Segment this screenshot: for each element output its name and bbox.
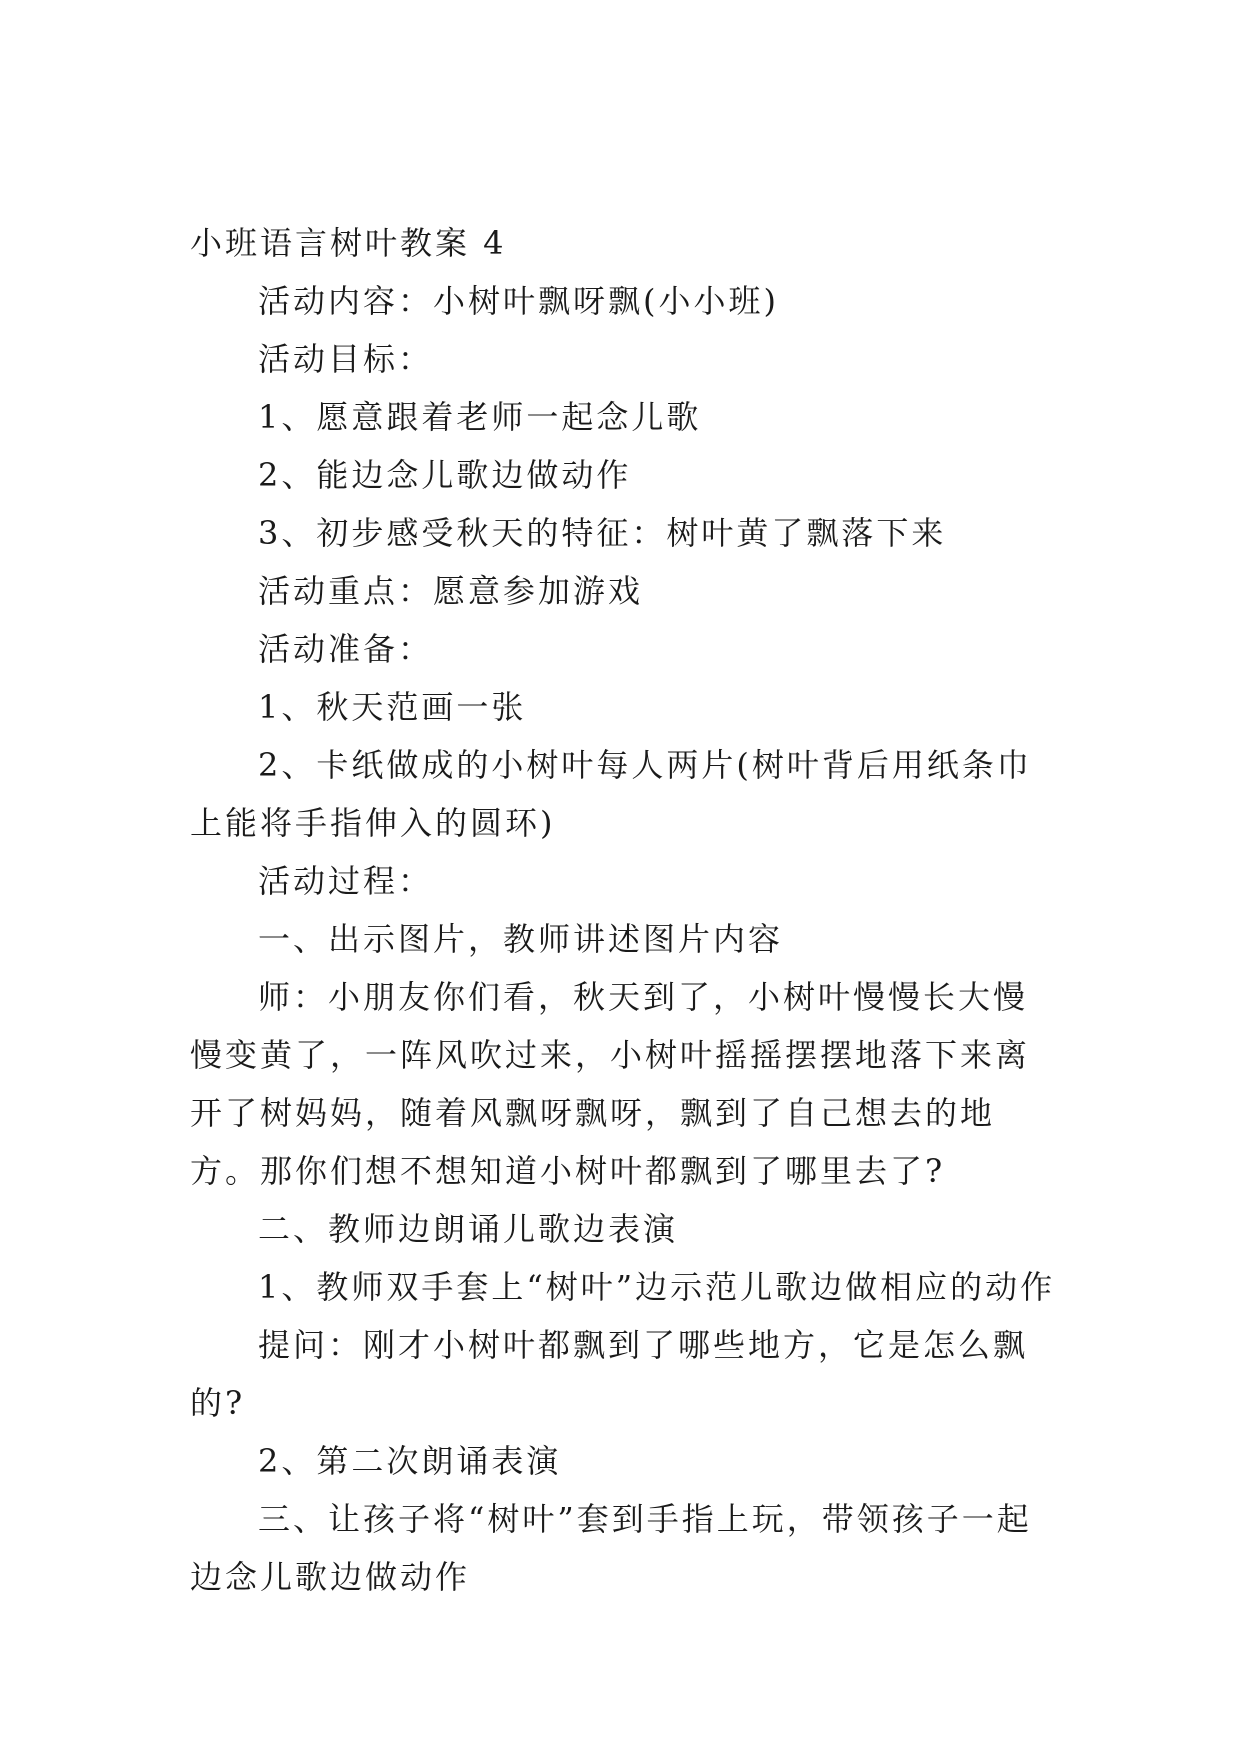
paragraph-step-2: 二、教师边朗诵儿歌边表演	[258, 1210, 679, 1248]
paragraph-preparation-heading: 活动准备：	[258, 630, 434, 668]
paragraph-question: 提问：刚才小树叶都飘到了哪些地方，它是怎么飘的?	[190, 1326, 1029, 1422]
paragraph-process-heading: 活动过程：	[258, 862, 434, 900]
document-title: 小班语言树叶教案 4	[190, 224, 507, 262]
paragraph-step-2-1: 1、教师双手套上“树叶”边示范儿歌边做相应的动作	[258, 1268, 1056, 1306]
paragraph-activity-goals-heading: 活动目标：	[258, 340, 434, 378]
paragraph-teacher-speech: 师：小朋友你们看，秋天到了，小树叶慢慢长大慢慢变黄了，一阵风吹过来，小树叶摇摇摆摆地落下来离开了树妈妈，随着风飘呀飘呀，飘到了自己想去的地方。那你们想不想知道小树叶都飘到了哪里去了?	[190, 978, 1031, 1190]
paragraph-activity-focus: 活动重点：愿意参加游戏	[258, 572, 644, 610]
paragraph-goal-3: 3、初步感受秋天的特征：树叶黄了飘落下来	[258, 514, 947, 552]
paragraph-goal-1: 1、愿意跟着老师一起念儿歌	[258, 398, 702, 436]
paragraph-goal-2: 2、能边念儿歌边做动作	[258, 456, 632, 494]
paragraph-step-2-2: 2、第二次朗诵表演	[258, 1442, 562, 1480]
paragraph-step-1: 一、出示图片，教师讲述图片内容	[258, 920, 784, 958]
paragraph-activity-content: 活动内容：小树叶飘呀飘(小小班)	[258, 282, 779, 320]
document-body	[190, 214, 1060, 1606]
paragraph-preparation-2: 2、卡纸做成的小树叶每人两片(树叶背后用纸条巾上能将手指伸入的圆环)	[190, 746, 1032, 842]
paragraph-step-3: 三、让孩子将“树叶”套到手指上玩，带领孩子一起边念儿歌边做动作	[190, 1500, 1032, 1596]
paragraph-preparation-1: 1、秋天范画一张	[258, 688, 527, 726]
